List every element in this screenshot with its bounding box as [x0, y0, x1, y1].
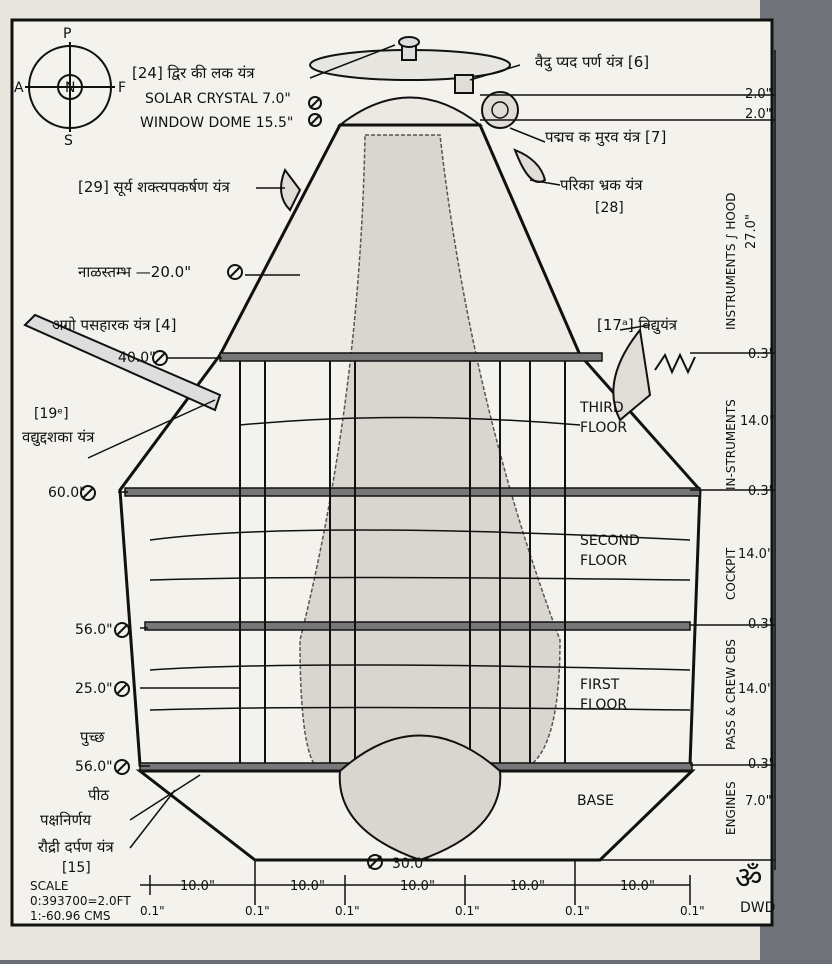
label-second-floor: FLOOR — [580, 553, 628, 569]
label-15: [15] — [62, 860, 91, 876]
compass-n: N — [65, 80, 76, 96]
label-base: BASE — [577, 793, 614, 809]
label-angopasaharaka: अगो पसहारक यंत्र [4] — [52, 316, 177, 334]
label-first-floor: FLOOR — [580, 697, 628, 713]
dim-7: 7.0" — [745, 794, 772, 809]
dim-03c: 0.3" — [748, 617, 775, 632]
dim-tick-3: 0.1" — [455, 904, 480, 918]
dim-03d: 0.3" — [748, 757, 775, 772]
dim-tick-6: 0.1" — [140, 904, 165, 918]
scale-title: SCALE — [30, 879, 69, 893]
dim-60: 60.0" — [48, 485, 86, 501]
dim-tick-2: 0.1" — [335, 904, 360, 918]
label-28: [28] — [595, 200, 624, 216]
scale-line2: 1:-60.96 CMS — [30, 909, 111, 923]
padma-disk — [482, 92, 518, 128]
dim-30: 30.0" — [392, 856, 430, 872]
dim-tick-4: 0.1" — [565, 904, 590, 918]
dim-27: 27.0" — [744, 214, 759, 249]
dim-56a: 56.0" — [75, 622, 113, 638]
dim-40: 40.0" — [118, 350, 156, 366]
dim-bot-e: 10.0" — [620, 879, 655, 894]
label-parika: परिका भ्रक यंत्र — [560, 176, 643, 194]
label-third-floor: FLOOR — [580, 420, 628, 436]
floor-third — [220, 353, 602, 361]
section-cockpit: COCKPIT — [724, 547, 738, 600]
dim-bot-a: 10.0" — [180, 879, 215, 894]
floor-second — [125, 488, 700, 496]
dim-bot-c: 10.0" — [400, 879, 435, 894]
label-19e: [19ᵉ] — [34, 406, 69, 422]
signature-initials: DWD — [740, 900, 776, 916]
compass-f: F — [118, 80, 127, 96]
dim-2a: 2.0" — [745, 87, 772, 102]
dim-bot-d: 10.0" — [510, 879, 545, 894]
dim-03b: 0.3" — [748, 484, 775, 499]
dim-03a: 0.3" — [748, 347, 775, 362]
dim-tick-1: 0.1" — [245, 904, 270, 918]
label-24: [24] द्विर की लक यंत्र — [132, 64, 255, 82]
label-padma: पद्मच क मुरव यंत्र [7] — [545, 128, 667, 146]
label-third: THIRD — [580, 400, 624, 416]
section-hood: INSTRUMENTS ∫ HOOD — [724, 192, 738, 330]
dim-14c: 14.0" — [738, 682, 773, 697]
dim-bot-b: 10.0" — [290, 879, 325, 894]
label-pitha: पीठ — [88, 786, 110, 804]
label-vayu: वद्युद्दशका यंत्र — [22, 428, 95, 446]
label-29: [29] सूर्य शक्त्यपकर्षण यंत्र — [78, 178, 230, 196]
om-symbol: ॐ — [735, 861, 763, 896]
scale-line1: 0:393700=2.0FT — [30, 894, 131, 908]
label-first: FIRST — [580, 677, 620, 693]
label-puccha: पुच्छ — [80, 728, 105, 746]
label-second: SECOND — [580, 533, 640, 549]
label-paksha: पक्षनिर्णय — [40, 811, 92, 829]
section-instruments: IN-STRUMENTS — [724, 399, 738, 490]
label-vaidu: वैदु प्यद पर्ण यंत्र [6] — [535, 53, 650, 71]
floor-first — [145, 622, 690, 630]
compass-p: P — [63, 26, 72, 42]
dim-2b: 2.0" — [745, 107, 772, 122]
section-pass-crew: PASS & CREW CBS — [724, 639, 738, 750]
dim-14a: 14.0" — [740, 414, 775, 429]
label-17a: [17ᵃ] विद्युयंत्र — [597, 316, 678, 334]
compass-s: S — [64, 133, 73, 149]
label-window-dome: WINDOW DOME 15.5" — [140, 115, 294, 131]
compass-a: A — [14, 80, 24, 96]
dim-25: 25.0" — [75, 681, 113, 697]
dim-14b: 14.0" — [738, 547, 773, 562]
dim-tick-5: 0.1" — [680, 904, 705, 918]
label-raudri: रौद्री दर्पण यंत्र — [38, 838, 114, 856]
dim-56b: 56.0" — [75, 759, 113, 775]
label-nalastambha: नाळस्तम्भ —20.0" — [78, 263, 192, 281]
section-engines: ENGINES — [724, 781, 738, 835]
label-solar-crystal: SOLAR CRYSTAL 7.0" — [145, 91, 291, 107]
